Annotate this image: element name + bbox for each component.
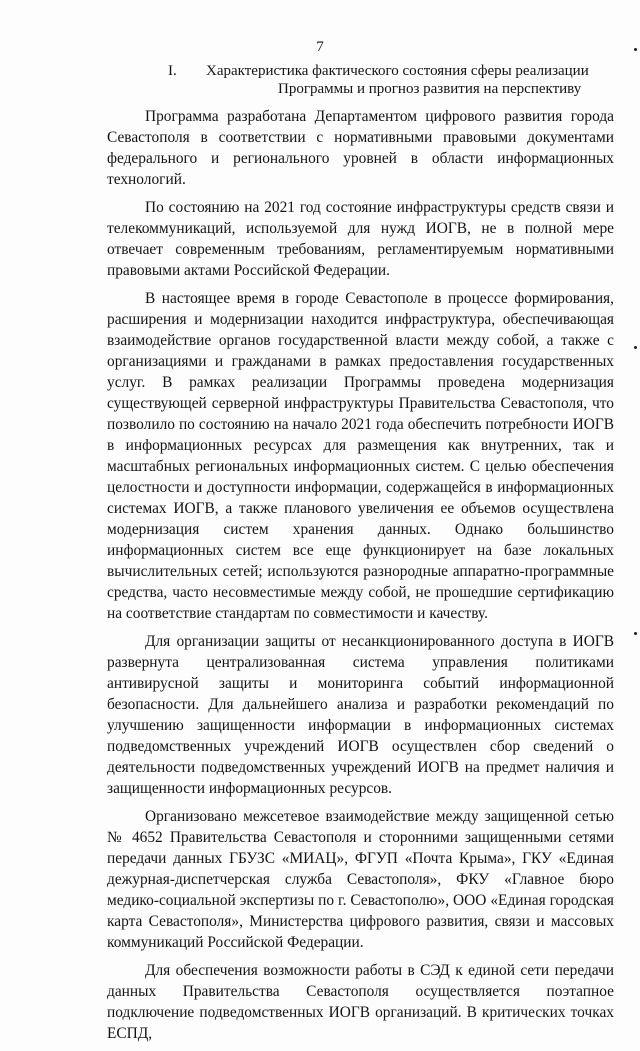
section-title-line-1: Характеристика фактического состояния сферы реализации	[206, 63, 589, 79]
scan-mark	[634, 48, 637, 51]
document-body	[107, 106, 614, 1051]
section-heading	[108, 62, 608, 98]
section-number: I.	[168, 63, 177, 79]
page-number: 7	[316, 39, 324, 55]
paragraph: Для организации защиты от несанкционированного доступа в ИОГВ развернута централизованная система управления политиками антивирусной защиты и мониторинга событий информационной безопасности. Для дальнейшего анализа и разработки рекомендаций по улучшению защищенности информации в информационных системах подведомственных учреждений ИОГВ осуществлен сбор сведений о деятельности подведомственных учреждений ИОГВ на предмет наличия и защищенности информационных ресурсов.	[107, 633, 614, 797]
scan-mark	[634, 632, 637, 635]
paragraph: По состоянию на 2021 год состояние инфраструктуры средств связи и телекоммуникаций, используемой для нужд ИОГВ, не в полной мере отвечает современным требованиям, регламентируемым нормативными правовыми актами Российской Федерации.	[107, 199, 614, 279]
paragraph: Программа разработана Департаментом цифрового развития города Севастополя в соответствии с нормативными правовыми документами федерального и регионального уровней в области информационных технологий.	[107, 108, 614, 188]
paragraph: Для обеспечения возможности работы в СЭД к единой сети передачи данных Правительства Севастополя осуществляется поэтапное подключение подведомственных ИОГВ организаций. В критических точках ЕСПД,	[107, 962, 614, 1042]
section-title-line-2: Программы и прогноз развития на перспективу	[278, 81, 582, 97]
paragraph: Организовано межсетевое взаимодействие между защищенной сетью № 4652 Правительства Севастополя и сторонними защищенными сетями передачи данных ГБУЗС «МИАЦ», ФГУП «Почта Крыма», ГКУ «Единая дежурная-диспетчерская служба Севастополя», ФКУ «Главное бюро медико-социальной экспертизы по г. Севастополю», ООО «Единая городская карта Севастополя», Министерства цифрового развития, связи и массовых коммуникаций Российской Федерации.	[107, 808, 614, 951]
paragraph: В настоящее время в городе Севастополе в процессе формирования, расширения и модернизации находится инфраструктура, обеспечивающая взаимодействие органов государственной власти между собой, а также с организациями и гражданами в рамках предоставления государственных услуг. В рамках реализации Программы проведена модернизация существующей серверной инфраструктуры Правительства Севастополя, что позволило по состоянию на начало 2021 года обеспечить потребности ИОГВ в информационных ресурсах для размещения как внутренних, так и масштабных региональных информационных систем. С целью обеспечения целостности и доступности информации, содержащейся в информационных системах ИОГВ, а также планового увеличения ее объемов осуществлена модернизация систем хранения данных. Однако большинство информационных систем все еще функционирует на базе локальных вычислительных сетей; используются разнородные аппаратно-программные средства, часто несовместимые между собой, не прошедшие сертификацию на соответствие стандартам по совместимости и качеству.	[107, 290, 614, 622]
scan-mark	[634, 346, 637, 349]
